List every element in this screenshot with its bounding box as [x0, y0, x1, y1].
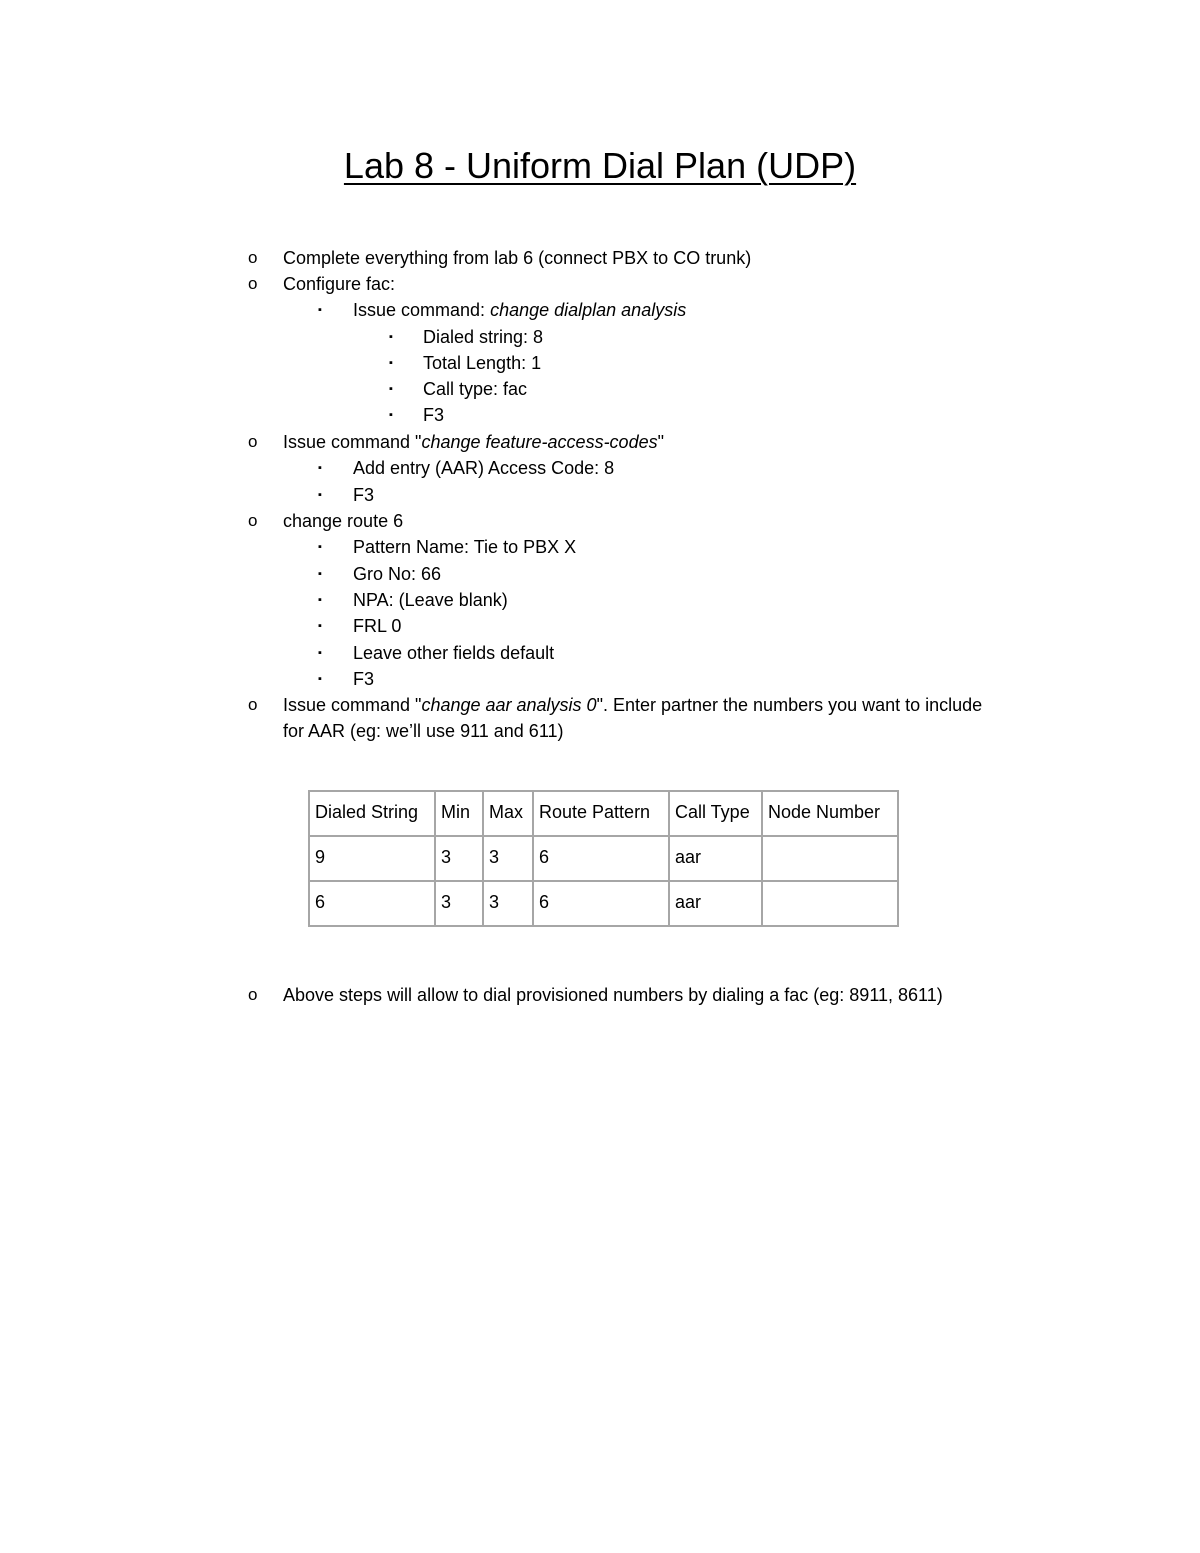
table-cell: 3 [483, 836, 533, 881]
list-marker-square: ▪ [318, 673, 322, 685]
step-total-length: Total Length: 1 [423, 353, 542, 373]
step-frl: FRL 0 [353, 616, 402, 636]
step-text: Issue command " [283, 695, 422, 715]
table-header-cell: Dialed String [309, 791, 435, 836]
table-cell: 3 [435, 881, 483, 926]
step-npa: NPA: (Leave blank) [353, 590, 508, 610]
step-gro-no: Gro No: 66 [353, 564, 442, 584]
table-header-cell: Node Number [762, 791, 898, 836]
step-issue-aar-continued: for AAR (eg: we’ll use 911 and 611) [283, 721, 564, 741]
list-marker-square: ▪ [389, 331, 393, 343]
list-marker-square: ▪ [318, 489, 322, 501]
table-header-row [309, 791, 898, 836]
list-marker-circle: o [248, 274, 258, 293]
command-text: change aar analysis 0 [421, 695, 597, 715]
step-complete-lab6: Complete everything from lab 6 (connect PBX to CO trunk) [283, 248, 752, 268]
step-dialed-string: Dialed string: 8 [423, 327, 544, 347]
list-marker-circle: o [248, 985, 258, 1004]
list-marker-circle: o [248, 511, 258, 530]
step-text: ". Enter partner the numbers you want to include [596, 695, 983, 715]
step-f3: F3 [353, 669, 375, 689]
table-header-cell: Route Pattern [533, 791, 669, 836]
table-cell [762, 881, 898, 926]
list-marker-circle: o [248, 695, 258, 714]
step-text: " [657, 432, 664, 452]
list-marker-square: ▪ [389, 383, 393, 395]
table-cell: 6 [533, 881, 669, 926]
step-leave-default: Leave other fields default [353, 643, 555, 663]
command-text: change dialplan analysis [490, 300, 687, 320]
list-marker-circle: o [248, 432, 258, 451]
step-add-entry: Add entry (AAR) Access Code: 8 [353, 458, 615, 478]
step-text: Issue command: [353, 300, 491, 320]
step-summary: Above steps will allow to dial provisioned numbers by dialing a fac (eg: 8911, 8611) [283, 985, 943, 1005]
step-call-type: Call type: fac [423, 379, 528, 399]
step-change-route: change route 6 [283, 511, 404, 531]
step-pattern-name: Pattern Name: Tie to PBX X [353, 537, 577, 557]
step-text: Issue command " [283, 432, 422, 452]
table-cell: 3 [483, 881, 533, 926]
table-cell: 3 [435, 836, 483, 881]
table-row [309, 836, 898, 881]
table-cell: aar [669, 836, 762, 881]
table-cell: 6 [309, 881, 435, 926]
step-issue-fac [283, 429, 664, 455]
command-text: change feature-access-codes [421, 432, 658, 452]
table-header-cell: Call Type [669, 791, 762, 836]
step-f3: F3 [353, 485, 375, 505]
list-marker-square: ▪ [318, 541, 322, 553]
list-marker-square: ▪ [318, 594, 322, 606]
list-marker-square: ▪ [318, 620, 322, 632]
list-marker-square: ▪ [389, 357, 393, 369]
list-marker-square: ▪ [318, 647, 322, 659]
list-marker-square: ▪ [318, 304, 322, 316]
step-f3: F3 [423, 405, 445, 425]
step-issue-dialplan [353, 297, 686, 323]
table-cell: aar [669, 881, 762, 926]
table-cell [762, 836, 898, 881]
table-cell: 6 [533, 836, 669, 881]
table-row [309, 881, 898, 926]
list-marker-circle: o [248, 248, 258, 267]
table-cell: 9 [309, 836, 435, 881]
aar-analysis-table [308, 790, 899, 927]
list-marker-square: ▪ [318, 568, 322, 580]
table-header-cell: Min [435, 791, 483, 836]
table-header-cell: Max [483, 791, 533, 836]
list-marker-square: ▪ [389, 409, 393, 421]
list-marker-square: ▪ [318, 462, 322, 474]
step-configure-fac: Configure fac: [283, 274, 396, 294]
page-title: Lab 8 - Uniform Dial Plan (UDP) [343, 145, 857, 186]
step-issue-aar [283, 692, 982, 718]
